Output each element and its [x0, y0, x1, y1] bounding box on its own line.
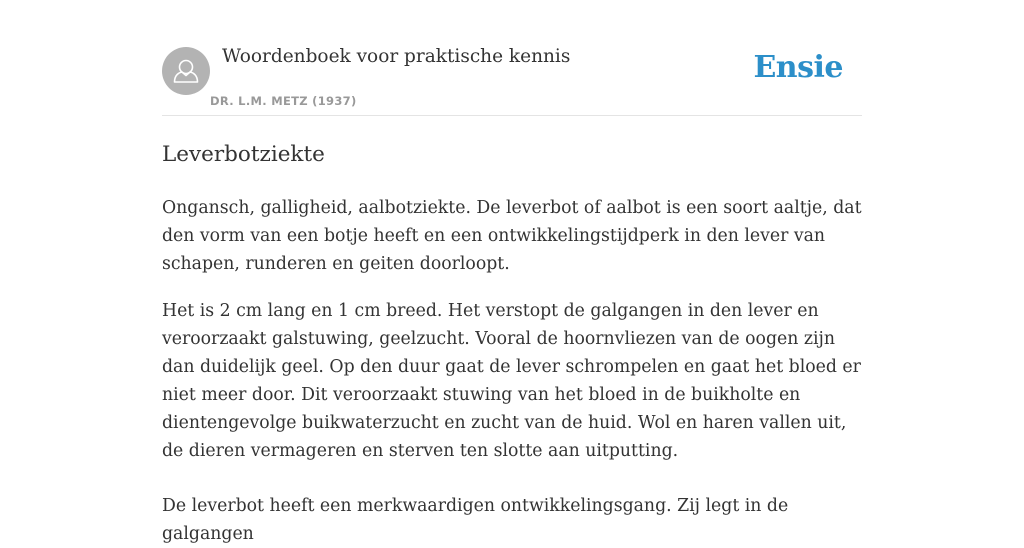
entry-paragraph: De leverbot heeft een merkwaardigen ontwikkelingsgang. Zij legt in de galgangen — [162, 496, 789, 544]
book-title[interactable]: Woordenboek voor praktische kennis — [222, 46, 571, 67]
entry-paragraph: Ongansch, galligheid, aalbotziekte. De leverbot of aalbot is een soort aaltje, dat den vorm van een botje heeft en een ontwikkelingstijdperk in den lever van schapen, runderen en geiten doorloopt. — [162, 198, 862, 274]
header — [162, 0, 862, 116]
article — [162, 140, 862, 548]
entry-paragraph: Het is 2 cm lang en 1 cm breed. Het verstopt de galgangen in den lever en veroorzaakt galstuwing, geelzucht. Vooral de hoornvliezen van de oogen zijn dan duidelijk geel. Op den duur gaat de lever schrompelen en gaat het bloed er niet meer door. Dit veroorzaakt stuwing van het bloed in de buikholte en dientengevolge buikwaterzucht en zucht van de huid. Wol en haren vallen uit, de dieren vermageren en sterven ten slotte aan uitputting. — [162, 301, 861, 461]
user-silhouette-icon — [162, 47, 210, 95]
brand-logo[interactable]: Ensie — [753, 50, 843, 85]
author-name[interactable]: DR. L.M. METZ (1937) — [210, 94, 357, 108]
entry-title: Leverbotziekte — [162, 142, 325, 167]
author-avatar[interactable] — [162, 47, 210, 95]
